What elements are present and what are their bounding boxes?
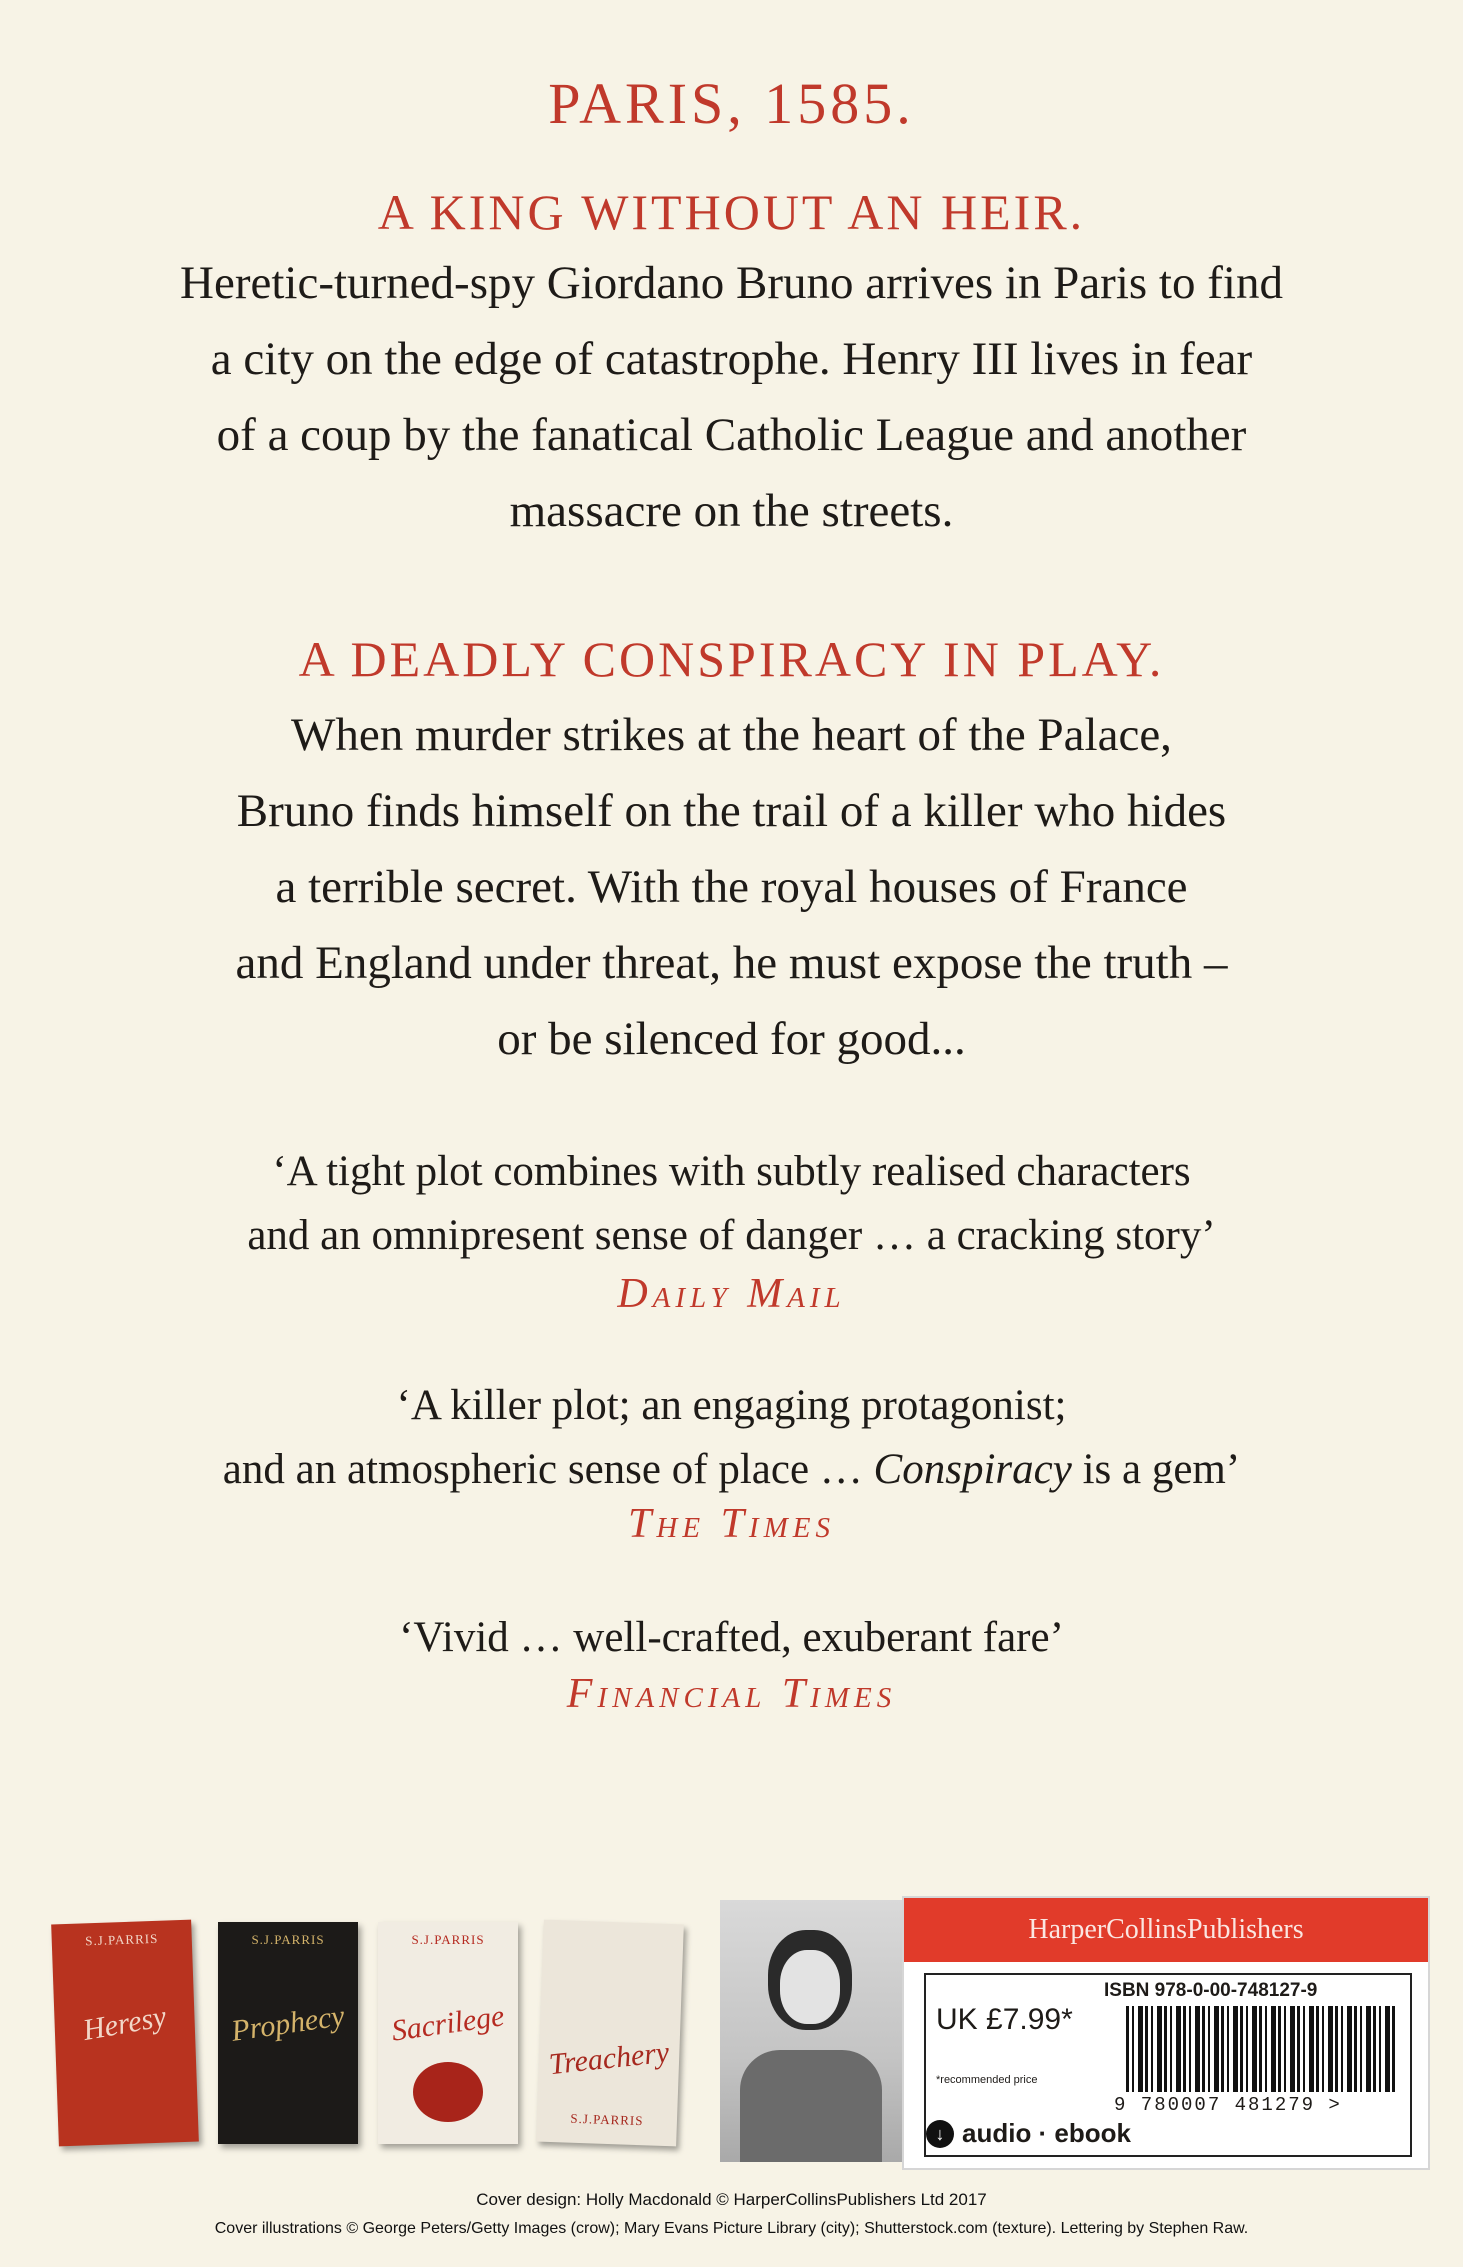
blurb-paragraph-2 — [0, 697, 1463, 1077]
cover-design-credit: Cover design: Holly Macdonald © HarperCollinsPublishers Ltd 2017 — [476, 2190, 987, 2209]
quote-text: and an atmospheric sense of place … — [222, 1446, 863, 1493]
book-title: Sacrilege — [389, 1999, 507, 2048]
section-heading-king: A KING WITHOUT AN HEIR. — [377, 184, 1086, 240]
author-face — [780, 1950, 840, 2024]
series-book-heresy — [51, 1920, 199, 2147]
quote-line — [0, 1438, 1463, 1502]
blurb-line: and England under threat, he must expose the truth – — [235, 937, 1228, 989]
blurb-line: a terrible secret. With the royal houses of France — [275, 861, 1188, 913]
price-text: UK £7.99* — [936, 2003, 1073, 2036]
review-quote-3 — [0, 1606, 1463, 1670]
cover-illustrations-credit: Cover illustrations © George Peters/Getty Images (crow); Mary Evans Picture Library (city); Shutterstock.com (texture). Lettering by Stephen Raw. — [214, 2220, 1249, 2237]
review-source-2: The Times — [628, 1501, 835, 1547]
barcode-panel — [902, 1896, 1430, 2170]
barcode-bars — [1126, 2006, 1398, 2092]
book-author: S.J.PARRIS — [411, 1932, 485, 1947]
download-icon: ↓ — [926, 2120, 954, 2148]
book-title: Treachery — [547, 2035, 671, 2082]
rose-illustration — [413, 2062, 483, 2122]
rrp-text: *recommended price — [936, 2074, 1038, 2086]
blurb-line: a city on the edge of catastrophe. Henry III lives in fear — [210, 333, 1253, 385]
section-heading-conspiracy: A DEADLY CONSPIRACY IN PLAY. — [298, 631, 1165, 687]
blurb-line: When murder strikes at the heart of the Palace, — [291, 709, 1172, 761]
formats-line — [926, 2118, 1131, 2149]
review-quote-1 — [0, 1140, 1463, 1268]
quote-line: ‘Vivid … well-crafted, exuberant fare’ — [399, 1614, 1064, 1661]
isbn-text: ISBN 978-0-00-748127-9 — [1104, 1980, 1318, 2001]
book-title: Prophecy — [229, 1999, 347, 2048]
author-photo — [720, 1900, 902, 2162]
review-source-1: Daily Mail — [617, 1271, 846, 1317]
book-author: S.J.PARRIS — [251, 1932, 325, 1947]
book-author: S.J.PARRIS — [84, 1930, 159, 1949]
publisher-banner: HarperCollinsPublishers — [904, 1898, 1428, 1962]
series-book-prophecy — [218, 1922, 358, 2144]
quote-book-title: Conspiracy — [873, 1446, 1072, 1493]
blurb-paragraph-1 — [0, 245, 1463, 549]
series-book-sacrilege — [378, 1922, 518, 2144]
author-body — [740, 2050, 882, 2162]
place-date-heading: PARIS, 1585. — [548, 71, 915, 136]
quote-line: and an omnipresent sense of danger … a cracking story’ — [247, 1212, 1216, 1259]
book-author: S.J.PARRIS — [570, 2110, 644, 2129]
review-source-3: Financial Times — [566, 1671, 897, 1717]
book-title: Heresy — [80, 1999, 169, 2048]
blurb-line: Bruno finds himself on the trail of a killer who hides — [236, 785, 1227, 837]
series-book-treachery — [536, 1920, 684, 2147]
blurb-line: or be silenced for good... — [497, 1013, 966, 1065]
formats-text: audio · ebook — [962, 2118, 1131, 2148]
quote-line: ‘A killer plot; an engaging protagonist; — [396, 1382, 1067, 1429]
blurb-line: of a coup by the fanatical Catholic League and another — [216, 409, 1247, 461]
blurb-line: Heretic-turned-spy Giordano Bruno arrives in Paris to find — [180, 257, 1283, 309]
quote-line: ‘A tight plot combines with subtly realised characters — [272, 1148, 1191, 1195]
barcode-numbers: 9 780007 481279 > — [1114, 2094, 1342, 2116]
blurb-line: massacre on the streets. — [509, 485, 954, 537]
quote-text: is a gem’ — [1082, 1446, 1241, 1493]
review-quote-2 — [0, 1374, 1463, 1502]
